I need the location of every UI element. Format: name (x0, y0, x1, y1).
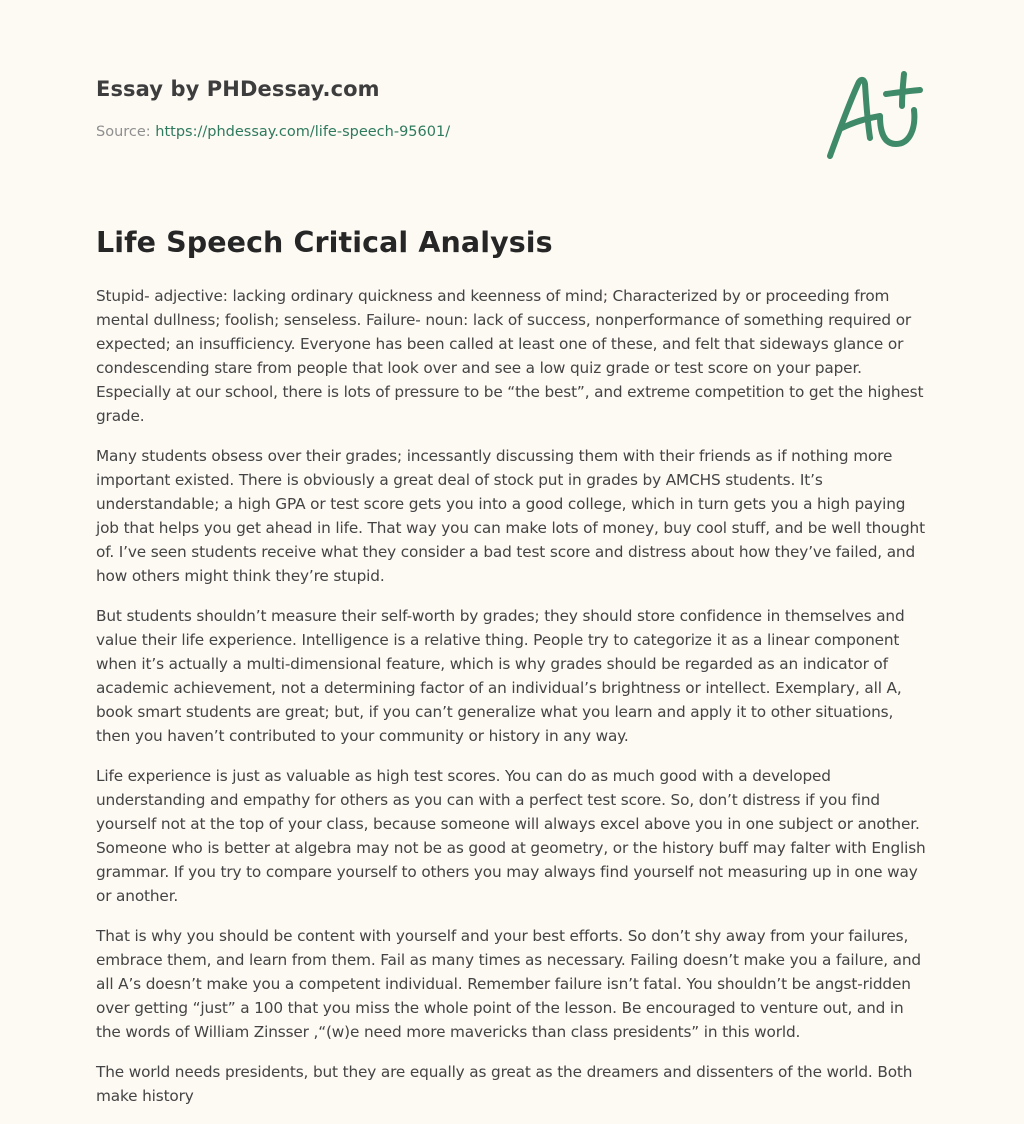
essay-paragraph: Many students obsess over their grades; incessantly discussing them with their friends as if nothing more important existed. There is obviously a great deal of stock put in grades by AMCHS students. It’s understandable; a high GPA or test score gets you into a good college, which in turn gets you a high paying job that helps you get ahead in life. That way you can make lots of money, buy cool stuff, and be well thought of. I’ve seen students receive what they consider a bad test score and distress about how they’ve failed, and how others might think they’re stupid. (96, 447, 925, 585)
source-link[interactable]: https://phdessay.com/life-speech-95601/ (155, 124, 451, 140)
essay-paragraph: The world needs presidents, but they are equally as great as the dreamers and dissenters of the world. Both make history (96, 1063, 913, 1105)
essay-page (96, 0, 932, 1105)
essay-title: Life Speech Critical Analysis (96, 226, 553, 259)
source-line (96, 124, 450, 140)
a-plus-grade-icon (824, 66, 926, 166)
essay-paragraph: Stupid- adjective: lacking ordinary quickness and keenness of mind; Characterized by or proceeding from mental dullness; foolish; senseless. Failure- noun: lack of success, nonperformance of something required or expected; an insufficiency. Everyone has been called at least one of these, and felt that sideways glance or condescending stare from people that look over and see a low quiz grade or test score on your paper. Especially at our school, there is lots of pressure to be “the best”, and extreme competition to get the highest grade. (96, 287, 924, 425)
essay-paragraph: That is why you should be content with yourself and your best efforts. So don’t shy away from your failures, embrace them, and learn from them. Fail as many times as necessary. Failing doesn’t make you a failure, and all A’s doesn’t make you a competent individual. Remember failure isn’t fatal. You shouldn’t be angst-ridden over getting “just” a 100 that you miss the whole point of the lesson. Be encouraged to venture out, and in the words of William Zinsser ,“(w)e need more mavericks than class presidents” in this world. (96, 927, 921, 1041)
page-header (96, 0, 932, 200)
essay-paragraph: But students shouldn’t measure their self-worth by grades; they should store confidence in themselves and value their life experience. Intelligence is a relative thing. People try to categorize it as a linear component when it’s actually a multi-dimensional feature, which is why grades should be regarded as an indicator of academic achievement, not a determining factor of an individual’s brightness or intellect. Exemplary, all A, book smart students are great; but, if you can’t generalize what you learn and apply it to other situations, then you haven’t contributed to your community or history in any way. (96, 607, 905, 745)
site-brand: Essay by PHDessay.com (96, 77, 380, 101)
source-label: Source: (96, 124, 156, 140)
essay-body (96, 284, 932, 1124)
essay-paragraph: Life experience is just as valuable as high test scores. You can do as much good with a developed understanding and empathy for others as you can with a perfect test score. So, don’t distress if you find yourself not at the top of your class, because someone will always excel above you in one subject or another. Someone who is better at algebra may not be as good at geometry, or the history buff may falter with English grammar. If you try to compare yourself to others you may always find yourself not measuring up in one way or another. (96, 767, 926, 905)
